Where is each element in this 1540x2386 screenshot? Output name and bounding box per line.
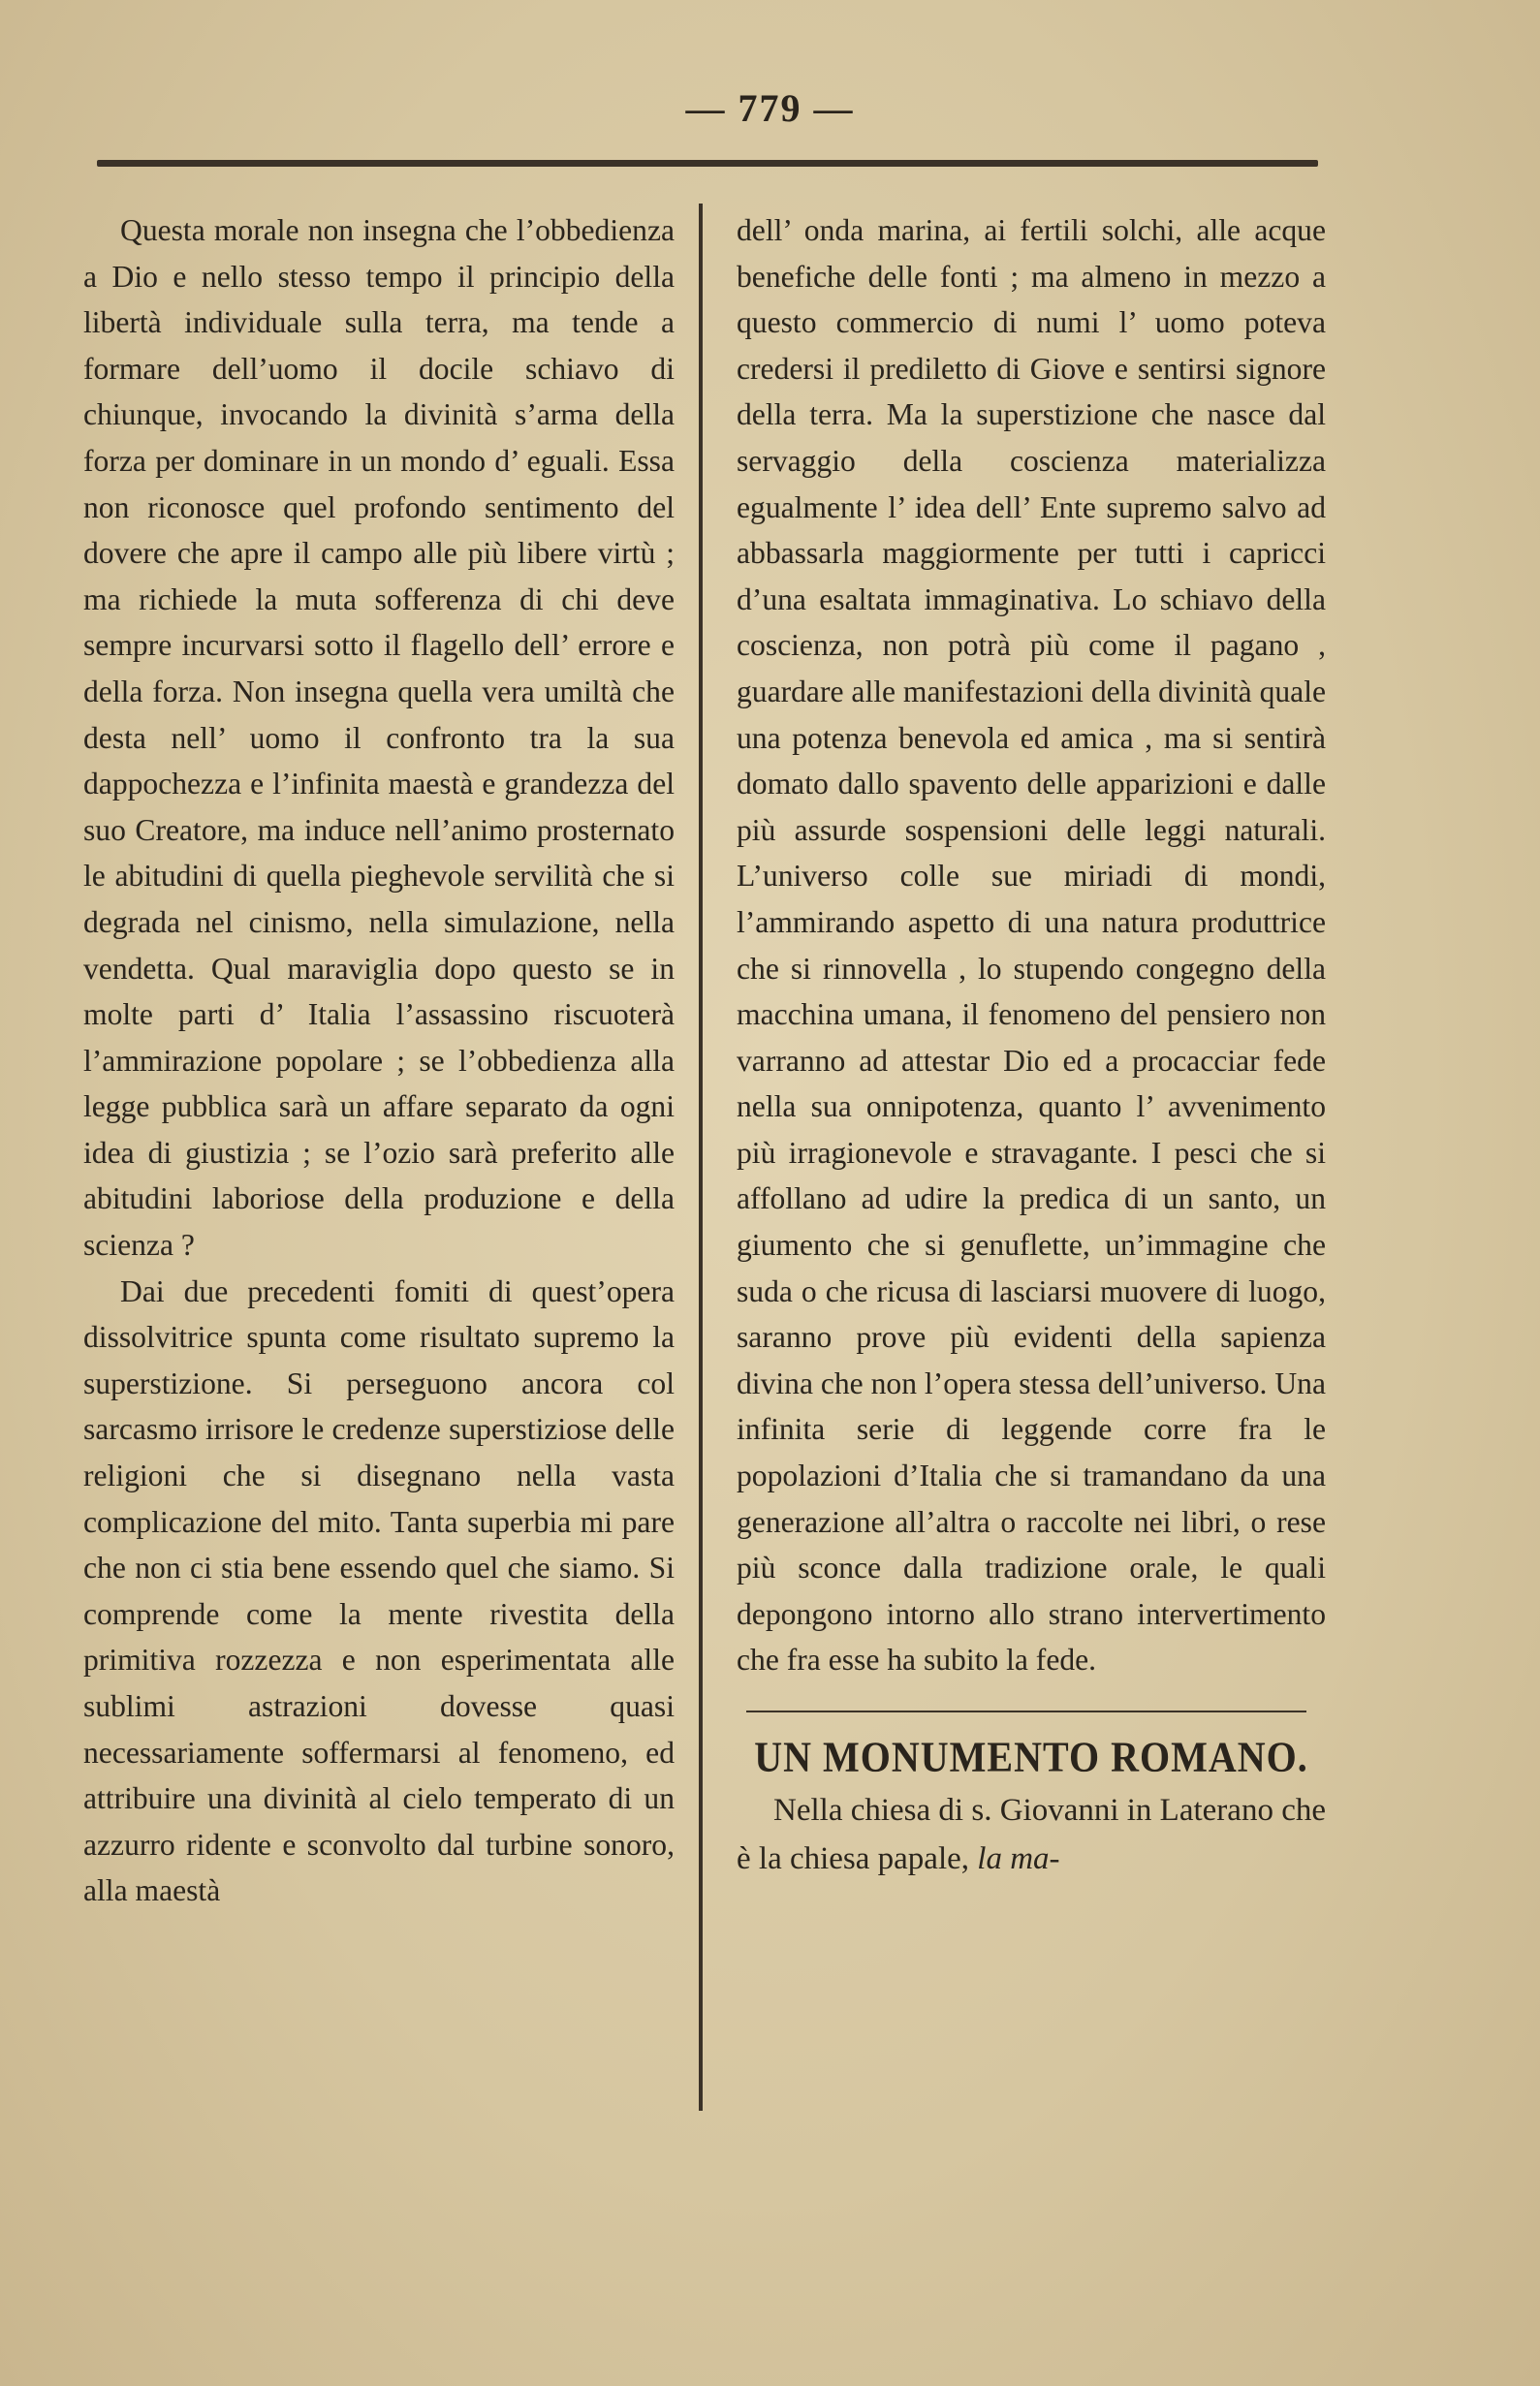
paragraph: dell’ onda marina, ai fertili solchi, alle acque benefiche delle fonti ; ma almeno in mezzo a questo commercio di numi l’ uomo poteva credersi il prediletto di Giove e sentirsi signore della terra. Ma la superstizione che nasce dal servaggio della coscienza materializza egualmente l’ idea dell’ Ente supremo salvo ad abbassarla maggiormente per tutti i capricci d’una esaltata immaginativa. Lo schiavo della coscienza, non potrà più come il pagano , guardare alle manifestazioni della divinità quale una potenza benevola ed amica , ma si sentirà domato dallo spavento delle apparizioni e dalle più assurde sospensioni delle leggi naturali. L’universo colle sue miriadi di mondi, l’ammirando aspetto di una natura produttrice che si rinnovella , lo stupendo congegno della macchina umana, il fenomeno del pensiero non varranno ad attestar Dio ed a procacciar fede nella sua onnipotenza, quanto l’ avvenimento più irragionevole e stravagante. I pesci che si affollano ad udire la predica di un santo, un giumento che si genuflette, un’immagine che suda o che ricusa di lasciarsi muovere di luogo, saranno prove più evidenti della sapienza divina che non l’opera stessa dell’universo. Una infinita serie di leggende corre fra le popolazioni d’Italia che si tramandano da una generazione all’altra o raccolte nei libri, o rese più sconce dalla tradizione orale, le quali depongono intorno allo strano intervertimento che fra esse ha subito la fede.	[737, 213, 1326, 1678]
paragraph: Questa morale non insegna che l’obbedienza a Dio e nello stesso tempo il principio della libertà individuale sulla terra, ma tende a formare dell’uomo il docile schiavo di chiunque, invocando la divinità s’arma della forza per dominare in un mondo d’ eguali. Essa non riconosce quel profondo sentimento del dovere che apre il campo alle più libere virtù ; ma richiede la muta sofferenza di chi deve sempre incurvarsi sotto il flagello dell’ errore e della forza. Non insegna quella vera umiltà che desta nell’ uomo il confronto tra la sua dappochezza e l’infinita maestà e grandezza del suo Creatore, ma induce nell’animo prosternato le abitudini di quella pieghevole servilità che si degrada nel cinismo, nella simulazione, nella vendetta. Qual maraviglia dopo questo se in molte parti d’ Italia l’assassino riscuoterà l’ammirazione popolare ; se l’obbedienza alla legge pubblica sarà un affare separato da ogni idea di giustizia ; se l’ozio sarà preferito alle abitudini laboriose della produzione e della scienza ?	[83, 213, 675, 1263]
paragraph: Dai due precedenti fomiti di quest’opera dissolvitrice spunta come risultato supremo la superstizione. Si perseguono ancora col sarcasmo irrisore le credenze superstiziose delle religioni che si disegnano nella vasta complicazione del mito. Tanta superbia mi pare che non ci stia bene essendo quel che siamo. Si comprende come la mente rivestita della primitiva rozzezza e non esperimentata alle sublimi astrazioni dovesse quasi necessariamente soffermarsi al fenomeno, ed attribuire una divinità al cielo temperato di un azzurro ridente e sconvolto dal turbine sonoro, alla maestà	[83, 1273, 675, 1908]
section-title: UN MONUMENTO ROMANO.	[754, 1732, 1308, 1781]
header-rule	[97, 160, 1318, 167]
page-number: — 779 —	[685, 86, 855, 130]
section-paragraph	[737, 1786, 1326, 1883]
section-text: Nella chiesa di s. Giovanni in Laterano che è la chiesa papale,	[737, 1792, 1326, 1876]
left-column	[83, 207, 675, 1914]
section-text-italic: la ma-	[977, 1840, 1060, 1876]
column-divider	[699, 204, 703, 2111]
section-rule	[746, 1711, 1306, 1712]
right-column	[737, 207, 1326, 1883]
